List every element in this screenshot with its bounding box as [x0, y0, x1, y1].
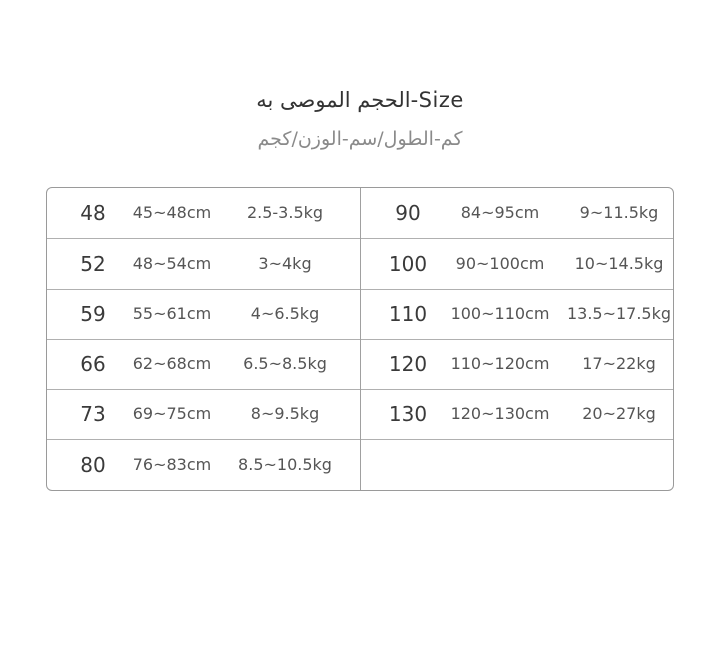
height-cell: 62~68cm: [132, 354, 212, 373]
weight-cell: 4~6.5kg: [250, 304, 320, 323]
table-row: [47, 239, 360, 289]
size-cell: 130: [388, 402, 428, 426]
size-cell: 59: [80, 302, 106, 326]
table-row: [361, 239, 673, 289]
height-cell: 69~75cm: [132, 404, 212, 423]
page-subtitle: كم-الطول/سم-الوزن/كجم: [257, 128, 463, 150]
weight-cell: 8~9.5kg: [250, 404, 320, 423]
height-cell: 55~61cm: [132, 304, 212, 323]
table-row: [47, 289, 360, 339]
weight-cell: 8.5~10.5kg: [238, 455, 332, 474]
page-title: Size-الحجم الموصى به: [256, 88, 464, 112]
table-row: [47, 339, 360, 389]
table-row: [361, 339, 673, 389]
size-cell: 66: [80, 352, 106, 376]
weight-cell: 13.5~17.5kg: [566, 304, 672, 323]
table-row: [47, 389, 360, 439]
height-cell: 100~110cm: [450, 304, 550, 323]
weight-cell: 2.5-3.5kg: [246, 203, 324, 222]
height-cell: 90~100cm: [455, 254, 545, 273]
size-cell: 90: [395, 201, 421, 225]
row-divider: [361, 439, 673, 440]
size-cell: 120: [388, 352, 428, 376]
height-cell: 84~95cm: [460, 203, 540, 222]
height-cell: 48~54cm: [132, 254, 212, 273]
table-row: [47, 188, 360, 238]
size-cell: 48: [80, 201, 106, 225]
size-cell: 52: [80, 252, 106, 276]
size-cell: 100: [388, 252, 428, 276]
table-row: [47, 440, 360, 490]
table-row: [361, 389, 673, 439]
height-cell: 76~83cm: [132, 455, 212, 474]
weight-cell: 20~27kg: [582, 404, 656, 423]
size-column-left: [47, 188, 361, 490]
height-cell: 45~48cm: [132, 203, 212, 222]
table-row: [361, 289, 673, 339]
table-row: [361, 188, 673, 238]
weight-cell: 3~4kg: [258, 254, 312, 273]
height-cell: 120~130cm: [450, 404, 550, 423]
weight-cell: 17~22kg: [582, 354, 656, 373]
size-cell: 110: [388, 302, 428, 326]
size-table: [46, 187, 674, 491]
weight-cell: 10~14.5kg: [574, 254, 664, 273]
weight-cell: 6.5~8.5kg: [243, 354, 327, 373]
size-column-right: [361, 188, 673, 490]
height-cell: 110~120cm: [450, 354, 550, 373]
weight-cell: 9~11.5kg: [579, 203, 659, 222]
size-cell: 73: [80, 402, 106, 426]
size-cell: 80: [80, 453, 106, 477]
